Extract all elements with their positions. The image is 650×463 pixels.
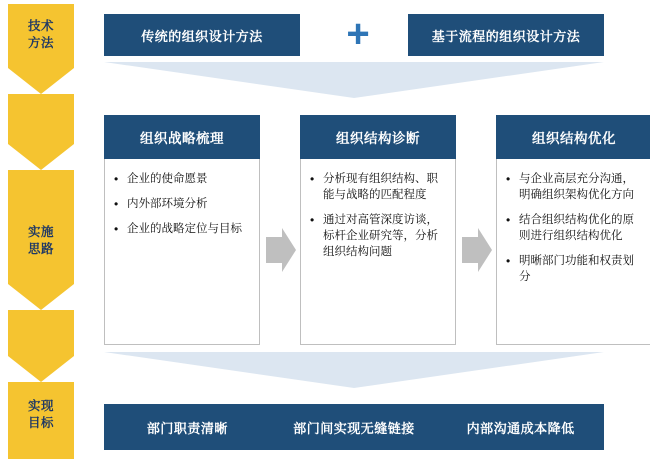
band-label-technique-line2: 方法 — [27, 36, 54, 50]
bottom-outcome-bar — [104, 404, 604, 450]
column-diagnosis-body — [300, 159, 456, 345]
band-arrow-down-3 — [8, 284, 74, 310]
band-label-implementation — [8, 224, 74, 258]
outcome-item-2: 部门间实现无缝链接 — [293, 420, 415, 436]
list-item: • 明晰部门功能和权责划分 — [503, 253, 643, 285]
column-diagnosis-title: 组织结构诊断 — [300, 115, 456, 159]
list-item: • 内外部环境分析 — [111, 196, 251, 212]
column-strategy-body — [104, 159, 260, 345]
column-optimization-title: 组织结构优化 — [496, 115, 650, 159]
column-strategy-title: 组织战略梳理 — [104, 115, 260, 159]
band-label-implementation-line1: 实施 — [27, 225, 54, 239]
column-optimization-body — [496, 159, 650, 345]
chevron-connector-top — [104, 62, 604, 98]
list-item: • 通过对高管深度访谈，标杆企业研究等，分析组织结构问题 — [307, 212, 447, 260]
band-label-goal-line2: 目标 — [27, 416, 54, 430]
list-item: • 与企业高层充分沟通，明确组织架构优化方向 — [503, 171, 643, 203]
column-optimization-list — [503, 171, 643, 285]
chevron-connector-bottom — [104, 352, 604, 388]
list-item: • 企业的战略定位与目标 — [111, 221, 251, 237]
band-label-technique — [8, 18, 74, 52]
column-optimization — [496, 115, 650, 345]
band-label-goal-line1: 实现 — [27, 399, 54, 413]
arrow-right-icon-1 — [266, 228, 296, 272]
plus-icon: + — [346, 12, 370, 56]
list-item: • 企业的使命愿景 — [111, 171, 251, 187]
band-arrow-down-1 — [8, 68, 74, 94]
list-item: • 结合组织结构优化的原则进行组织结构优化 — [503, 212, 643, 244]
outcome-item-1: 部门职责清晰 — [146, 420, 228, 436]
band-label-goal — [8, 398, 74, 432]
column-diagnosis-list — [307, 171, 447, 260]
outcome-item-3: 内部沟通成本降低 — [466, 420, 575, 436]
column-diagnosis — [300, 115, 456, 345]
band-arrow-down-4 — [8, 356, 74, 382]
band-arrow-down-2 — [8, 144, 74, 170]
column-strategy-list — [111, 171, 251, 237]
top-box-traditional-method: 传统的组织设计方法 — [104, 14, 300, 56]
band-label-implementation-line2: 思路 — [27, 242, 54, 256]
band-label-technique-line1: 技术 — [27, 19, 54, 33]
arrow-right-icon-2 — [462, 228, 492, 272]
column-strategy — [104, 115, 260, 345]
list-item: • 分析现有组织结构、职能与战略的匹配程度 — [307, 171, 447, 203]
top-box-process-based-method: 基于流程的组织设计方法 — [408, 14, 604, 56]
